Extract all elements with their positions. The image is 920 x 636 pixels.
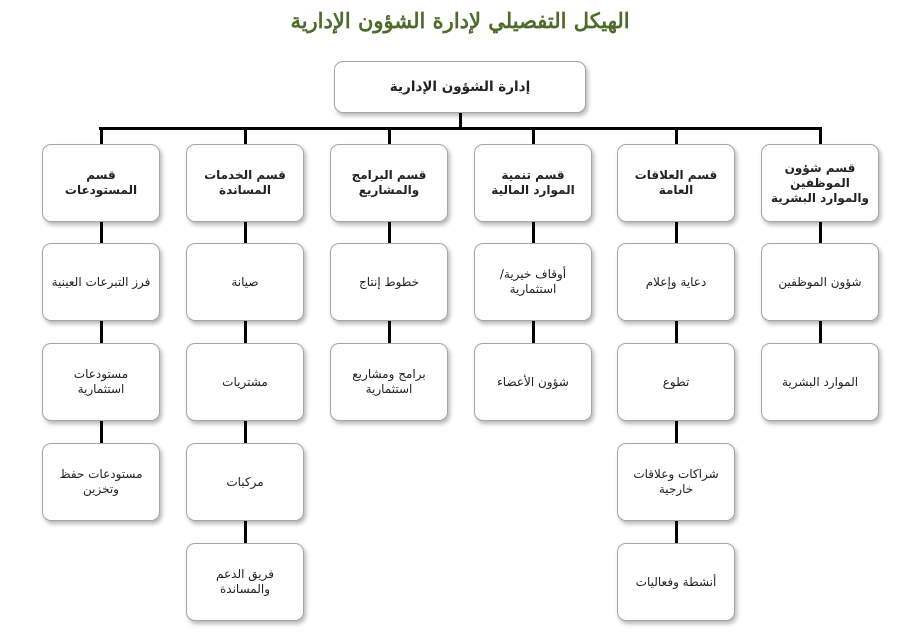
- connector-root-down: [459, 113, 462, 128]
- unit-box: فرز التبرعات العينية: [42, 243, 160, 321]
- connector-department-5: [100, 128, 103, 144]
- connector-department-3: [388, 128, 391, 144]
- department-box: قسم العلاقات العامة: [617, 144, 735, 222]
- root-box: إدارة الشؤون الإدارية: [334, 61, 586, 113]
- connector-department-4: [244, 128, 247, 144]
- unit-box: شؤون الموظفين: [761, 243, 879, 321]
- unit-box: فريق الدعم والمساندة: [186, 543, 304, 621]
- connector-department-0: [819, 128, 822, 144]
- unit-box: مشتريات: [186, 343, 304, 421]
- unit-box: شراكات وعلاقات خارجية: [617, 443, 735, 521]
- connector-horizontal-bar: [99, 127, 822, 130]
- unit-box: مستودعات استثمارية: [42, 343, 160, 421]
- department-box: قسم المستودعات: [42, 144, 160, 222]
- unit-box: صيانة: [186, 243, 304, 321]
- connector-department-2: [532, 128, 535, 144]
- unit-box: برامج ومشاريع استثمارية: [330, 343, 448, 421]
- department-box: قسم البرامج والمشاريع: [330, 144, 448, 222]
- department-box: قسم تنمية الموارد المالية: [474, 144, 592, 222]
- unit-box: شؤون الأعضاء: [474, 343, 592, 421]
- unit-box: مستودعات حفظ وتخزين: [42, 443, 160, 521]
- unit-box: أوقاف خيرية/ استثمارية: [474, 243, 592, 321]
- unit-box: مركبات: [186, 443, 304, 521]
- chart-title: الهيكل التفصيلي لإدارة الشؤون الإدارية: [290, 8, 630, 33]
- unit-box: تطوع: [617, 343, 735, 421]
- connector-department-1: [675, 128, 678, 144]
- unit-box: خطوط إنتاج: [330, 243, 448, 321]
- unit-box: أنشطة وفعاليات: [617, 543, 735, 621]
- department-box: قسم شؤون الموظفين والموارد البشرية: [761, 144, 879, 222]
- unit-box: دعاية وإعلام: [617, 243, 735, 321]
- department-box: قسم الخدمات المساندة: [186, 144, 304, 222]
- unit-box: الموارد البشرية: [761, 343, 879, 421]
